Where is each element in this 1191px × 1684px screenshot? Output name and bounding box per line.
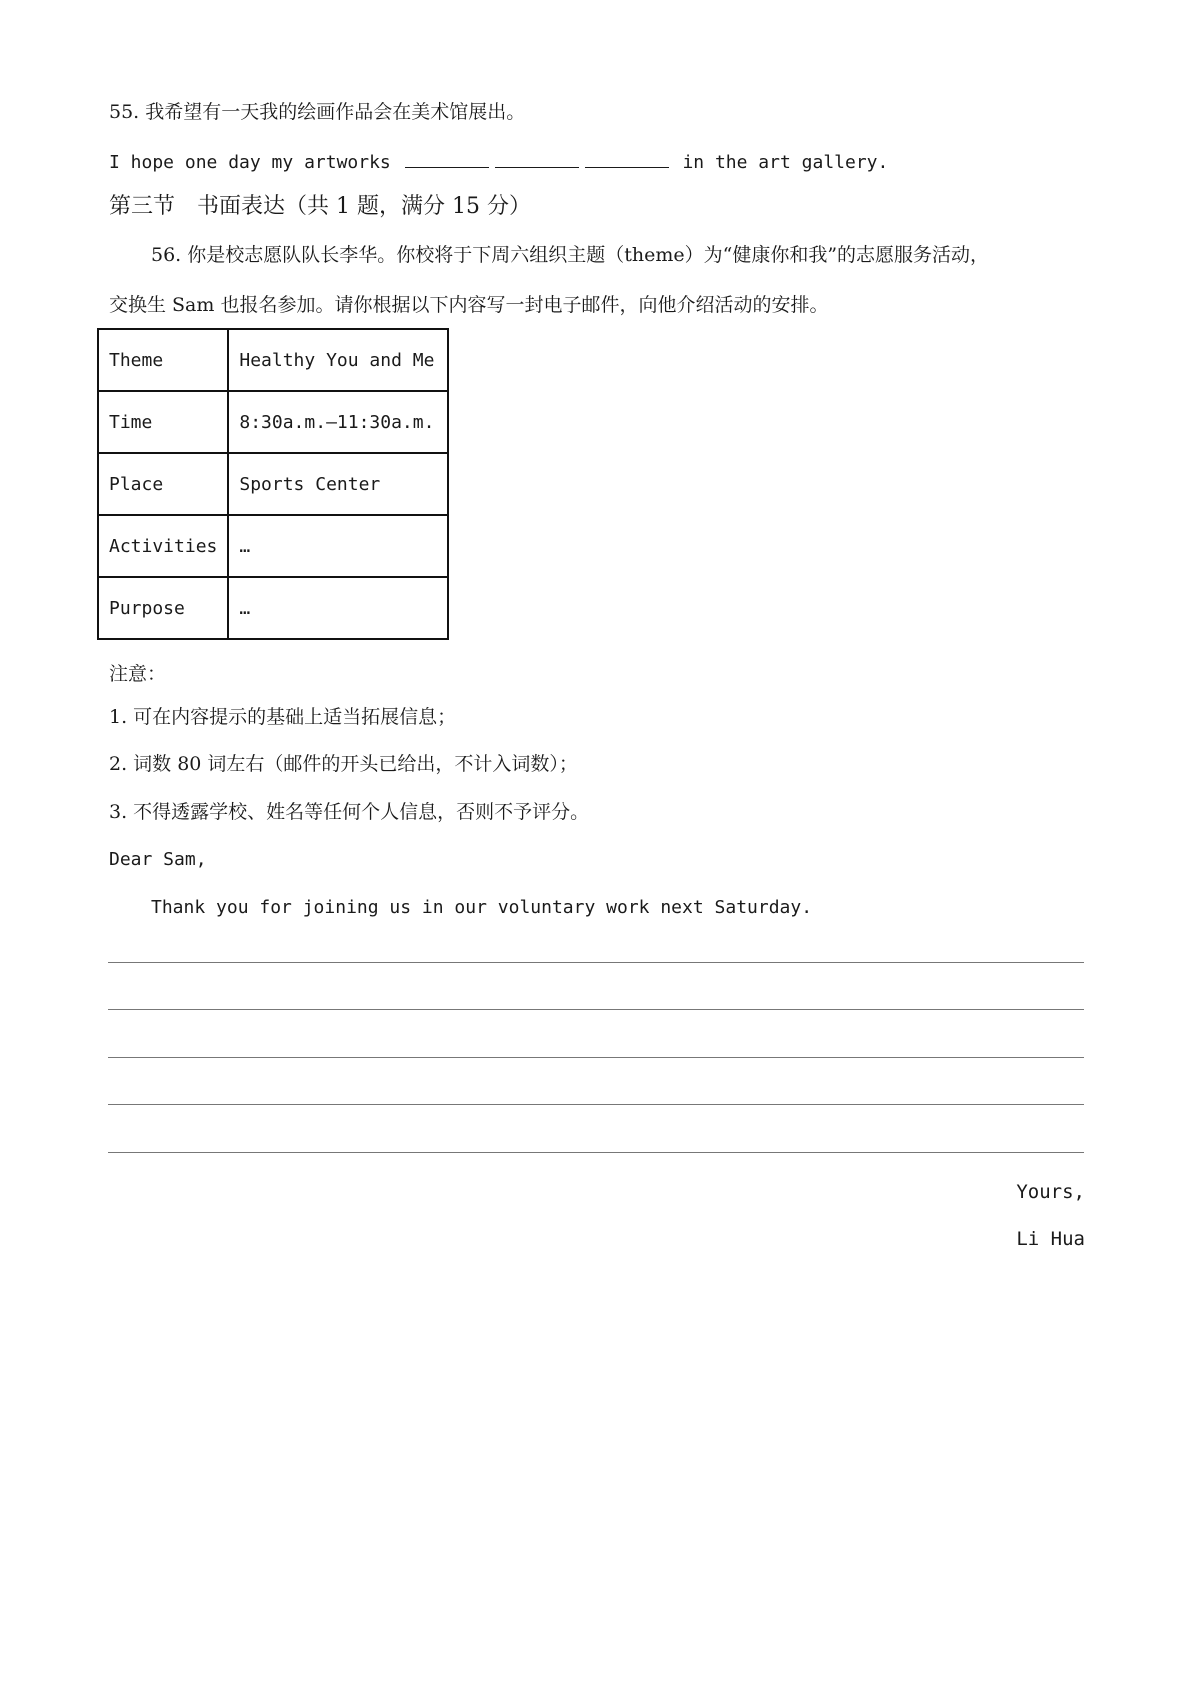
row-value: Sports Center [228,453,448,515]
table-row [98,453,448,515]
answer-blank-2[interactable] [495,149,579,168]
row-key: Activities [98,515,228,577]
letter-closing: Yours, [1016,1181,1085,1203]
answer-line[interactable] [108,1057,1084,1058]
answer-line[interactable] [108,1152,1084,1153]
section-title: 第三节 书面表达（共 1 题，满分 15 分） [109,194,531,219]
q55-english-before: I hope one day my artworks [109,152,391,173]
letter-signature: Li Hua [1016,1228,1085,1250]
answer-line[interactable] [108,1104,1084,1105]
row-key: Purpose [98,577,228,639]
row-key: Time [98,391,228,453]
note-item: 3. 不得透露学校、姓名等任何个人信息，否则不予评分。 [109,801,590,823]
row-value: Healthy You and Me [228,329,448,391]
table-row [98,391,448,453]
row-value: 8:30a.m.—11:30a.m. [228,391,448,453]
q55-number: 55. [109,101,140,123]
answer-line[interactable] [108,1009,1084,1010]
table-row [98,515,448,577]
row-value: … [228,515,448,577]
letter-greeting: Dear Sam, [109,849,207,870]
q56-prompt-line1: 56. 你是校志愿队队长李华。你校将于下周六组织主题（theme）为“健康你和我”的志愿服务活动， [151,244,990,266]
notes-heading: 注意： [109,663,167,685]
q55-chinese: 我希望有一天我的绘画作品会在美术馆展出。 [145,101,526,123]
answer-blank-1[interactable] [405,149,489,168]
letter-opening: Thank you for joining us in our voluntary work next Saturday. [151,897,813,918]
note-item: 2. 词数 80 词左右（邮件的开头已给出，不计入词数）； [109,753,578,775]
table-row [98,577,448,639]
row-key: Theme [98,329,228,391]
row-value: … [228,577,448,639]
note-item: 1. 可在内容提示的基础上适当拓展信息； [109,706,457,728]
table-row [98,329,448,391]
activity-table [97,328,449,640]
q56-prompt-line2: 交换生 Sam 也报名参加。请你根据以下内容写一封电子邮件，向他介绍活动的安排。 [109,294,829,316]
row-key: Place [98,453,228,515]
answer-blank-3[interactable] [585,149,669,168]
answer-line[interactable] [108,962,1084,963]
q55-prompt [109,100,525,124]
q55-english-after: in the art gallery. [682,152,889,173]
q55-sentence [109,149,888,175]
